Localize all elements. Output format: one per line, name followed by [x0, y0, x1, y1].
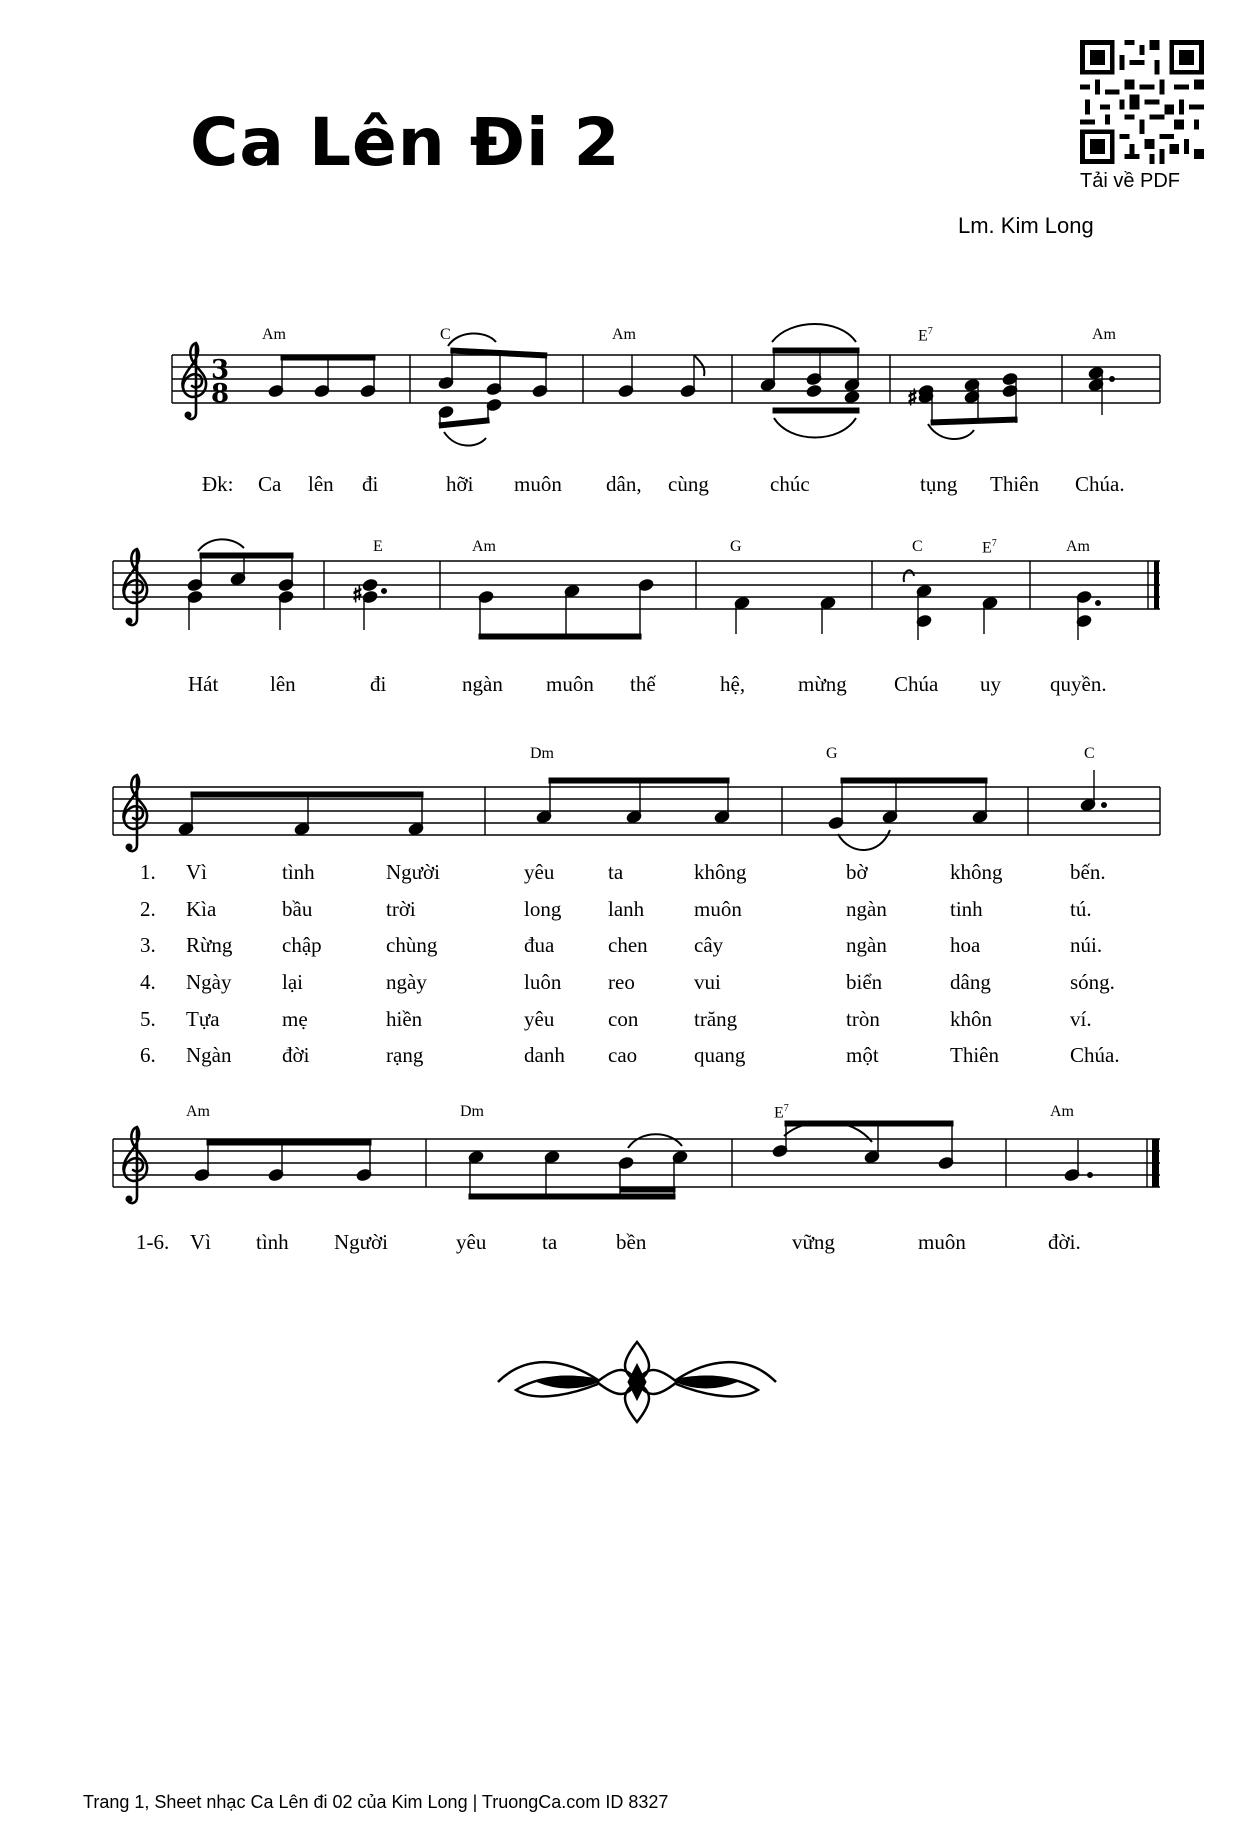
lyric: tú. [1070, 897, 1092, 921]
lyric: Chúa. [1070, 1043, 1120, 1067]
lyric: Rừng [186, 933, 233, 957]
verse-number: 3. [140, 933, 156, 957]
lyric: vui [694, 970, 721, 994]
lyric: Hát [188, 672, 219, 696]
lyric: cao [608, 1043, 638, 1067]
lyric: tình [256, 1230, 289, 1254]
lyric: hiền [386, 1007, 423, 1031]
lyric: muôn [514, 472, 562, 496]
chord: Am [1092, 326, 1116, 343]
lyric: ta [608, 860, 624, 884]
verse-number: 6. [140, 1043, 156, 1067]
chord: Am [612, 326, 636, 343]
time-sig-bottom: 8 [211, 379, 230, 409]
chord: Am [262, 326, 286, 343]
lyric: muôn [694, 897, 742, 921]
verse-number: 2. [140, 897, 156, 921]
lyric: con [608, 1007, 639, 1031]
chord: C [1084, 745, 1095, 762]
chord: G [826, 745, 838, 762]
lyric: một [846, 1043, 879, 1067]
lyric: rạng [386, 1043, 424, 1067]
chord: Am [472, 538, 496, 555]
lyric: chập [282, 933, 322, 957]
lyric: chúc [770, 472, 810, 496]
lyric: thế [630, 672, 656, 696]
lyric: bờ [846, 860, 868, 884]
lyric: Ca [258, 472, 282, 496]
lyric: Chúa [894, 672, 939, 696]
lyric: đua [524, 933, 555, 957]
lyric: tình [282, 860, 315, 884]
svg-text:♯: ♯ [907, 386, 918, 411]
lyric: Thiên [950, 1043, 999, 1067]
chord: E [373, 538, 383, 555]
lyric: khôn [950, 1007, 992, 1031]
download-pdf-label[interactable]: Tải về PDF [1080, 170, 1181, 192]
lyric: muôn [918, 1230, 966, 1254]
lyric: đời. [1048, 1230, 1081, 1254]
lyric: 1-6. [136, 1230, 170, 1254]
page-footer: Trang 1, Sheet nhạc Ca Lên đi 02 của Kim Long | TruongCa.com ID 8327 [83, 1792, 669, 1812]
lyric: hỡi [446, 472, 474, 496]
lyric: yêu [456, 1230, 487, 1254]
lyric: lên [270, 672, 296, 696]
svg-text:♯: ♯ [352, 583, 363, 608]
chord: Am [186, 1103, 210, 1120]
lyric: tụng [920, 472, 958, 496]
lyric: quang [694, 1043, 746, 1067]
lyric: cây [694, 933, 724, 957]
lyric: danh [524, 1043, 565, 1067]
lyric: đi [370, 672, 387, 696]
lyric: Kìa [186, 897, 217, 921]
lyric: biển [846, 970, 883, 994]
lyric: Tựa [186, 1007, 220, 1031]
verse-number: 4. [140, 970, 156, 994]
lyric: mẹ [282, 1007, 308, 1031]
lyric: cùng [668, 472, 709, 496]
lyric: đi [362, 472, 379, 496]
lyric: Người [386, 860, 440, 884]
lyric: tròn [846, 1007, 880, 1031]
verse-number: 5. [140, 1007, 156, 1031]
lyric: vững [792, 1230, 835, 1254]
chord: $E^7$ [918, 326, 933, 345]
lyric: ngàn [462, 672, 503, 696]
lyric: núi. [1070, 933, 1103, 957]
lyric: hệ, [720, 672, 746, 696]
lyric: lại [282, 970, 303, 994]
lyric: mừng [798, 672, 847, 696]
lyric: muôn [546, 672, 594, 696]
lyric: luôn [524, 970, 562, 994]
lyric: trăng [694, 1007, 738, 1031]
lyric: Đk: [202, 472, 234, 496]
lyric: yêu [524, 860, 555, 884]
lyric: Vì [190, 1230, 211, 1254]
chord: C [440, 326, 451, 343]
chord: Am [1050, 1103, 1074, 1120]
lyric: uy [980, 672, 1001, 696]
lyric: ngày [386, 970, 427, 994]
lyric: dân, [606, 472, 642, 496]
lyric: ngàn [846, 933, 887, 957]
chord: G [730, 538, 742, 555]
chord: $E^7$ [774, 1103, 789, 1122]
lyric: quyền. [1050, 672, 1107, 696]
lyric: trời [386, 897, 416, 921]
lyric: không [950, 860, 1003, 884]
lyric: long [524, 897, 562, 921]
lyric: chùng [386, 933, 438, 957]
lyric: Chúa. [1075, 472, 1125, 496]
lyric: lên [308, 472, 334, 496]
lyric: Người [334, 1230, 388, 1254]
lyric: ta [542, 1230, 558, 1254]
lyric: Ngày [186, 970, 232, 994]
chord: Dm [460, 1103, 484, 1120]
composer: Lm. Kim Long [958, 213, 1094, 238]
lyric: bền [616, 1230, 647, 1254]
lyric: dâng [950, 970, 991, 994]
lyric: bến. [1070, 860, 1106, 884]
chord: C [912, 538, 923, 555]
lyric: hoa [950, 933, 981, 957]
lyric: Vì [186, 860, 207, 884]
lyric: Thiên [990, 472, 1039, 496]
ornament [498, 1342, 776, 1422]
page-title: Ca Lên Đi 2 [190, 104, 621, 181]
lyric: ngàn [846, 897, 887, 921]
lyric: đời [282, 1043, 310, 1067]
lyric: bầu [282, 897, 313, 921]
lyric: không [694, 860, 747, 884]
lyric: lanh [608, 897, 645, 921]
lyric: ví. [1070, 1007, 1092, 1031]
lyric: Ngàn [186, 1043, 232, 1067]
chord: $E^7$ [982, 538, 997, 557]
verse-number: 1. [140, 860, 156, 884]
lyric: tinh [950, 897, 983, 921]
time-sig-top: 3 [211, 355, 230, 385]
lyric: sóng. [1070, 970, 1115, 994]
chord: Dm [530, 745, 554, 762]
chord: Am [1066, 538, 1090, 555]
lyric: reo [608, 970, 635, 994]
lyric: yêu [524, 1007, 555, 1031]
lyric: chen [608, 933, 648, 957]
